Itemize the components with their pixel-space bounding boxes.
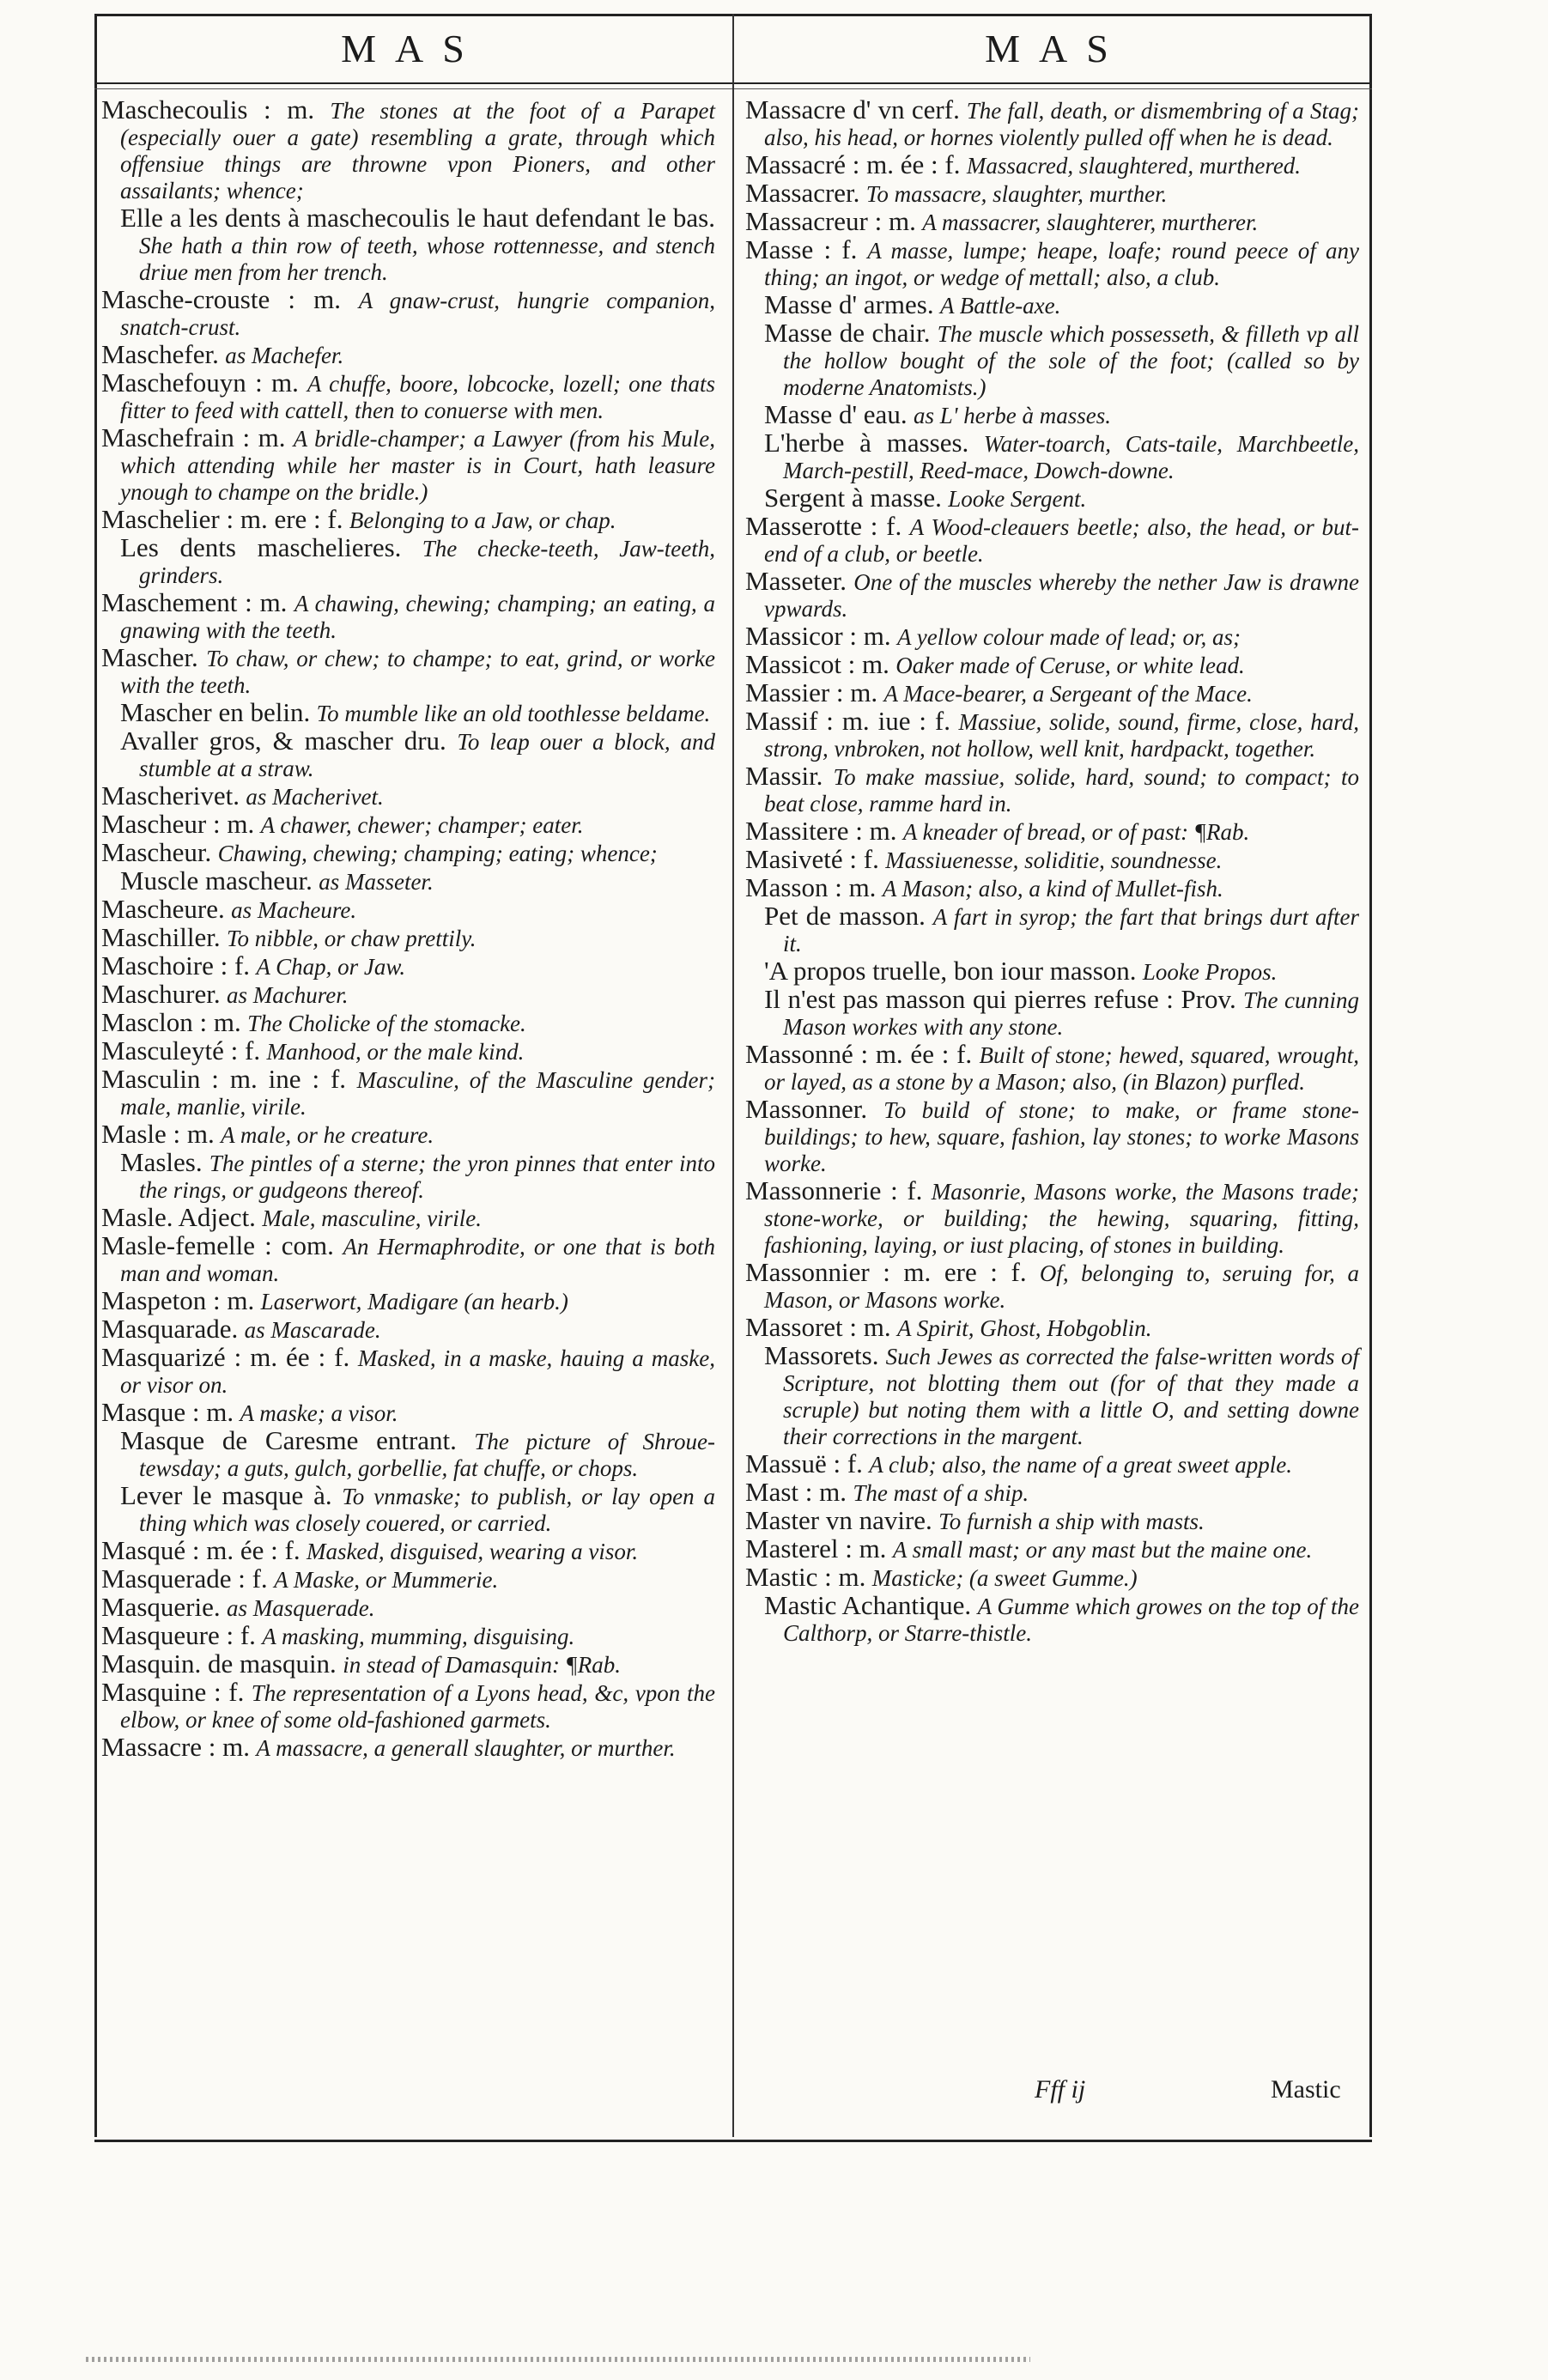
entry-definition: A club; also, the name of a great sweet apple. [869, 1452, 1292, 1478]
entry-headword: Masculeyté : f. [101, 1035, 261, 1066]
entry-headword: Mascherivet. [101, 780, 240, 811]
entry-definition: She hath a thin row of teeth, whose rottennesse, and stench driue men from her trench. [139, 233, 715, 285]
entry-headword: Masculin : m. ine : f. [101, 1064, 347, 1094]
entry-headword: Mascheure. [101, 894, 225, 924]
entry-headword: Maschiller. [101, 922, 221, 952]
entry-definition: The checke-teeth, Jaw-teeth, grinders. [139, 536, 716, 588]
entry-definition: A fart in syrop; the fart that brings durt after it. [783, 904, 1360, 956]
entry-headword: Avaller gros, & mascher dru. [120, 726, 446, 756]
entry-definition: The muscle which possesseth, & filleth vp all the hollow bought of the sole of the foot; (called so by moderne Anatomists.) [783, 321, 1360, 400]
entry-definition: A chawer, chewer; champer; eater. [260, 812, 584, 838]
entry-headword: Massacre d' vn cerf. [745, 94, 960, 124]
entry-definition: as Machefer. [225, 343, 344, 368]
dictionary-entry [101, 839, 715, 867]
entry-definition: The pintles of a sterne; the yron pinnes that enter into the rings, or gudgeons thereof. [139, 1151, 716, 1203]
dictionary-entry [101, 1009, 715, 1037]
entry-definition: To vnmaske; to publish, or lay open a thing which was closely couered, or carried. [139, 1484, 716, 1536]
dictionary-entry [745, 513, 1359, 568]
entry-headword: Massicot : m. [745, 649, 889, 679]
entry-headword: Elle a les dents à maschecoulis le haut defendant le bas. [120, 203, 715, 233]
dictionary-entry [745, 1342, 1359, 1450]
entry-headword: Massif : m. iue : f. [745, 706, 950, 736]
entry-headword: Masquerade : f. [101, 1563, 268, 1594]
entry-headword: Masle. Adject. [101, 1202, 256, 1232]
dictionary-entry [101, 1622, 715, 1650]
entry-headword: Masse : f. [745, 234, 858, 264]
entry-definition: A massacrer, slaughterer, murtherer. [922, 209, 1259, 235]
dictionary-entry [745, 484, 1359, 513]
entry-definition: A masse, lumpe; heape, loafe; round peece of any thing; an ingot, or wedge of mettall; also, a club. [764, 238, 1359, 290]
entry-headword: Masclon : m. [101, 1007, 241, 1037]
dictionary-entry [101, 1594, 715, 1622]
entry-headword: Maschefrain : m. [101, 422, 286, 452]
dictionary-entry [745, 957, 1359, 986]
entry-definition: as Masquerade. [226, 1595, 375, 1621]
entry-definition: A Gumme which growes on the top of the Calthorp, or Starre-thistle. [783, 1594, 1359, 1646]
dictionary-entry [745, 401, 1359, 429]
dictionary-entry [745, 1450, 1359, 1478]
entry-headword: Maschurer. [101, 979, 221, 1009]
entry-definition: A Wood-cleauers beetle; also, the head, or but-end of a club, or beetle. [764, 514, 1359, 567]
entry-headword: Masquin. de masquin. [101, 1648, 337, 1679]
dictionary-entry [101, 1679, 715, 1733]
entry-definition: A bridle-champer; a Lawyer (from his Mule, which attending while her master is in Court, hath leasure ynough to champe on the bridle.) [120, 426, 715, 505]
entry-headword: Maschecoulis : m. [101, 94, 315, 124]
dictionary-entry [745, 1314, 1359, 1342]
dictionary-entry [745, 874, 1359, 902]
dictionary-entry [745, 1259, 1359, 1314]
dictionary-entry [101, 534, 715, 589]
dictionary-entry [745, 319, 1359, 401]
entry-headword: Masse d' eau. [764, 399, 908, 429]
entry-definition: A Mason; also, a kind of Mullet-fish. [882, 876, 1223, 902]
entry-headword: Masquarizé : m. ée : f. [101, 1342, 350, 1372]
entry-headword: Maschefouyn : m. [101, 367, 299, 398]
dictionary-entry [745, 1563, 1359, 1592]
dictionary-entry [745, 568, 1359, 622]
dictionary-entry [101, 952, 715, 981]
entry-headword: Mast : m. [745, 1477, 847, 1507]
running-head-right: MAS [985, 27, 1127, 70]
dictionary-entry [745, 208, 1359, 236]
dictionary-entry [101, 1120, 715, 1149]
entry-headword: Massonnerie : f. [745, 1175, 923, 1205]
entry-definition: Of, belonging to, seruing for, a Mason, or Masons worke. [764, 1260, 1360, 1313]
entry-definition: A masking, mumming, disguising. [262, 1624, 575, 1649]
entry-headword: Masque de Caresme entrant. [120, 1425, 457, 1455]
entry-headword: Massacre : m. [101, 1732, 251, 1762]
entry-headword: Masche-crouste : m. [101, 284, 341, 314]
entry-definition: A Chap, or Jaw. [256, 954, 406, 980]
dictionary-entry [101, 1344, 715, 1399]
dictionary-entry [101, 1733, 715, 1762]
entry-definition: The picture of Shroue-tewsday; a guts, gulch, gorbellie, fat chuffe, or chops. [139, 1429, 715, 1481]
entry-headword: Les dents maschelieres. [120, 532, 402, 562]
dictionary-entry [101, 204, 715, 286]
dictionary-entry [745, 679, 1359, 707]
entry-definition: The mast of a ship. [853, 1480, 1029, 1506]
entry-headword: Massir. [745, 761, 823, 791]
entry-headword: Massacrer. [745, 178, 860, 208]
dictionary-entry [101, 1482, 715, 1537]
entry-headword: Massitere : m. [745, 816, 897, 846]
entry-definition: A small mast; or any mast but the maine one. [892, 1537, 1313, 1563]
entry-headword: Masseter. [745, 566, 847, 596]
entry-headword: Mascher en belin. [120, 697, 311, 727]
entry-headword: Massacreur : m. [745, 206, 916, 236]
entry-headword: Masqué : m. ée : f. [101, 1535, 300, 1565]
entry-headword: Masque : m. [101, 1397, 234, 1427]
entry-headword: Masle : m. [101, 1119, 215, 1149]
entry-headword: Massonné : m. ée : f. [745, 1039, 973, 1069]
entry-definition: The fall, death, or dismembring of a Stag; also, his head, or hornes violently pulled off when he is dead. [764, 98, 1359, 150]
dictionary-entry [101, 782, 715, 811]
entry-definition: in stead of Damasquin: ¶Rab. [343, 1652, 622, 1678]
entry-definition: Massiuenesse, soliditie, soundnesse. [885, 847, 1223, 873]
entry-definition: A kneader of bread, or of past: ¶Rab. [902, 819, 1250, 845]
entry-definition: A Battle-axe. [939, 293, 1061, 319]
entry-definition: Male, masculine, virile. [262, 1205, 482, 1231]
dictionary-entry [745, 96, 1359, 151]
entry-headword: Massonner. [745, 1094, 868, 1124]
entry-headword: Masiveté : f. [745, 844, 879, 874]
entry-definition: A maske; a visor. [240, 1400, 398, 1426]
entry-definition: The Cholicke of the stomacke. [247, 1011, 526, 1036]
entry-definition: Laserwort, Madigare (an hearb.) [260, 1289, 568, 1314]
entry-definition: Looke Sergent. [948, 486, 1087, 512]
dictionary-entry [745, 1592, 1359, 1647]
entry-headword: Maschement : m. [101, 587, 288, 617]
entry-headword: Pet de masson. [764, 901, 926, 931]
entry-definition: To nibble, or chaw prettily. [226, 926, 477, 951]
entry-definition: Oaker made of Ceruse, or white lead. [895, 653, 1245, 678]
entry-headword: Sergent à masse. [764, 483, 942, 513]
entry-headword: Massoret : m. [745, 1312, 891, 1342]
dictionary-entry [101, 1287, 715, 1315]
entry-headword: Masserotte : f. [745, 511, 902, 541]
entry-definition: To mumble like an old toothlesse beldame. [316, 701, 711, 726]
entry-definition: A Maske, or Mummerie. [274, 1567, 499, 1593]
entry-definition: The cunning Mason workes with any stone. [783, 987, 1359, 1040]
entry-definition: as Macheure. [231, 897, 357, 923]
dictionary-entry [745, 1041, 1359, 1096]
entry-headword: Mascher. [101, 642, 198, 672]
entry-definition: A chawing, chewing; champing; an eating, a gnawing with the teeth. [120, 591, 715, 643]
dictionary-entry [101, 286, 715, 341]
dictionary-entry [101, 896, 715, 924]
dictionary-entry [101, 1149, 715, 1204]
running-head-left: MAS [341, 27, 483, 70]
entry-definition: A Spirit, Ghost, Hobgoblin. [897, 1315, 1152, 1341]
dictionary-entry [101, 506, 715, 534]
dictionary-entry [101, 981, 715, 1009]
dictionary-entry [101, 924, 715, 952]
entry-definition: as Machurer. [226, 982, 349, 1008]
entry-definition: Masonrie, Masons worke, the Masons trade; stone-worke, or building; the hewing, squaring, fitting, fashioning, laying, or iust placing, of stones in building. [764, 1179, 1359, 1258]
bottom-edge-artifact [86, 2357, 1030, 2362]
dictionary-entry [745, 1096, 1359, 1177]
dictionary-entry [745, 1507, 1359, 1535]
dictionary-entry [101, 341, 715, 369]
dictionary-entry [101, 1537, 715, 1565]
dictionary-entry [101, 1650, 715, 1679]
entry-definition: The representation of a Lyons head, &c, vpon the elbow, or knee of some old-fashioned garmets. [120, 1680, 716, 1733]
entry-definition: Such Jewes as corrected the false-written words of Scripture, not blotting them out (for of that they made a scruple) but noting them with a little O, and setting downe their corrections in the margent. [783, 1344, 1359, 1449]
dictionary-entry [745, 179, 1359, 208]
dictionary-entry [101, 96, 715, 204]
entry-definition: Masculine, of the Masculine gender; male, manlie, virile. [120, 1067, 715, 1120]
dictionary-entry [101, 1315, 715, 1344]
entry-headword: Masqueure : f. [101, 1620, 256, 1650]
dictionary-entry [101, 699, 715, 727]
dictionary-entry [745, 817, 1359, 846]
entry-headword: Mascheur. [101, 837, 212, 867]
dictionary-entry [101, 867, 715, 896]
entry-definition: Built of stone; hewed, squared, wrought, or layed, as a stone by a Mason; also, (in Blazon) purfled. [764, 1042, 1359, 1095]
entry-headword: Masle-femelle : com. [101, 1230, 334, 1260]
entry-definition: Masked, disguised, wearing a visor. [306, 1539, 639, 1564]
entry-definition: Belonging to a Jaw, or chap. [349, 507, 616, 533]
dictionary-entry [745, 1535, 1359, 1563]
entry-definition: A massacre, a generall slaughter, or murther. [256, 1735, 676, 1761]
entry-definition: Chawing, chewing; champing; eating; whence; [217, 841, 658, 866]
entry-headword: Massonnier : m. ere : f. [745, 1257, 1027, 1287]
entry-definition: Massacred, slaughtered, murthered. [966, 153, 1302, 179]
entry-definition: A male, or he creature. [221, 1122, 434, 1148]
dictionary-entry [101, 1232, 715, 1287]
entry-definition: A chuffe, boore, lobcocke, lozell; one thats fitter to feed with cattell, then to conuerse with men. [120, 371, 715, 423]
entry-definition: To build of stone; to make, or frame stone-buildings; to hew, square, fashion, lay stones; to worke Masons worke. [764, 1097, 1359, 1176]
entry-headword: Il n'est pas masson qui pierres refuse : Prov. [764, 984, 1236, 1014]
dictionary-entry [101, 727, 715, 782]
dictionary-entry [101, 1037, 715, 1066]
dictionary-entry [745, 651, 1359, 679]
entry-definition: as Macherivet. [246, 784, 384, 810]
dictionary-entry [745, 622, 1359, 651]
entry-headword: Maschelier : m. ere : f. [101, 504, 343, 534]
dictionary-entry [745, 902, 1359, 957]
dictionary-entry [745, 291, 1359, 319]
entry-definition: as L' herbe à masses. [913, 403, 1111, 428]
entry-headword: Muscle mascheur. [120, 865, 313, 896]
dictionary-entry [101, 1427, 715, 1482]
dictionary-entry [101, 1565, 715, 1594]
dictionary-entry [745, 986, 1359, 1041]
entry-headword: Mastic Achantique. [764, 1590, 972, 1620]
entry-headword: Masson : m. [745, 872, 877, 902]
dictionary-entry [101, 811, 715, 839]
entry-headword: L'herbe à masses. [764, 428, 969, 458]
entry-headword: Masquarade. [101, 1314, 239, 1344]
entry-headword: Massier : m. [745, 677, 878, 707]
entry-headword: Massorets. [764, 1340, 879, 1370]
entry-definition: To furnish a ship with masts. [938, 1509, 1205, 1534]
entry-definition: Massiue, solide, sound, firme, close, hard, strong, vnbroken, not hollow, well knit, hardpackt, together. [764, 709, 1360, 762]
entry-definition: To make massiue, solide, hard, sound; to compact; to beat close, ramme hard in. [764, 764, 1359, 817]
dictionary-entry [101, 589, 715, 644]
dictionary-entry [745, 1478, 1359, 1507]
entry-definition: To chaw, or chew; to champe; to eat, grind, or worke with the teeth. [120, 646, 715, 698]
frame-right-rule [1369, 14, 1372, 2137]
entry-definition: A yellow colour made of lead; or, as; [897, 624, 1241, 650]
dictionary-entry [101, 1204, 715, 1232]
column-divider [732, 14, 734, 2137]
entry-headword: Masles. [120, 1147, 203, 1177]
dictionary-entry [101, 369, 715, 424]
entry-definition: To leap ouer a block, and stumble at a straw. [139, 729, 715, 781]
dictionary-entry [745, 236, 1359, 291]
entry-headword: Masse d' armes. [764, 289, 934, 319]
entry-definition: as Masseter. [319, 869, 434, 895]
dictionary-entry [101, 644, 715, 699]
entry-definition: as Mascarade. [244, 1317, 381, 1343]
entry-headword: Masterel : m. [745, 1533, 887, 1563]
entry-headword: Massacré : m. ée : f. [745, 149, 961, 179]
entry-headword: Mascheur : m. [101, 809, 255, 839]
dictionary-entry [745, 151, 1359, 179]
entry-definition: A Mace-bearer, a Sergeant of the Mace. [883, 681, 1253, 707]
dictionary-entry [745, 429, 1359, 484]
entry-definition: A gnaw-crust, hungrie companion, snatch-crust. [120, 288, 715, 340]
dictionary-entry [745, 707, 1359, 762]
right-column [745, 96, 1359, 1647]
dictionary-entry [101, 424, 715, 506]
entry-headword: Master vn navire. [745, 1505, 932, 1535]
entry-headword: Maspeton : m. [101, 1285, 255, 1315]
entry-headword: Massuë : f. [745, 1448, 863, 1478]
dictionary-entry [101, 1066, 715, 1120]
entry-definition: The stones at the foot of a Parapet (especially ouer a gate) resembling a grate, through which offensiue things are throwne vpon Pioners, and other assailants; whence; [120, 98, 716, 203]
entry-headword: Maschoire : f. [101, 950, 251, 981]
entry-definition: Manhood, or the male kind. [266, 1039, 525, 1065]
entry-headword: Massicor : m. [745, 621, 891, 651]
entry-definition: An Hermaphrodite, or one that is both man and woman. [120, 1234, 715, 1286]
entry-headword: Lever le masque à. [120, 1480, 332, 1510]
dictionary-entry [101, 1399, 715, 1427]
dictionary-entry [745, 1177, 1359, 1259]
entry-headword: Maschefer. [101, 339, 219, 369]
entry-headword: Masse de chair. [764, 318, 931, 348]
dictionary-entry [745, 846, 1359, 874]
signature-mark: Fff ij [1035, 2075, 1086, 2104]
dictionary-entry [745, 762, 1359, 817]
entry-definition: To massacre, slaughter, murther. [865, 181, 1168, 207]
frame-left-rule [94, 14, 97, 2137]
catchword: Mastic [1271, 2075, 1341, 2104]
left-column [101, 96, 715, 1762]
entry-definition: Masticke; (a sweet Gumme.) [871, 1565, 1138, 1591]
entry-headword: 'A propos truelle, bon iour masson. [764, 956, 1137, 986]
entry-headword: Masquerie. [101, 1592, 221, 1622]
entry-headword: Mastic : m. [745, 1562, 866, 1592]
entry-definition: Masked, in a maske, hauing a maske, or visor on. [120, 1345, 716, 1398]
entry-definition: One of the muscles whereby the nether Jaw is drawne vpwards. [764, 569, 1359, 622]
entry-headword: Masquine : f. [101, 1677, 245, 1707]
entry-definition: Looke Propos. [1142, 959, 1278, 985]
entry-definition: Water-toarch, Cats-taile, Marchbeetle, March-pestill, Reed-mace, Dowch-downe. [783, 431, 1359, 483]
